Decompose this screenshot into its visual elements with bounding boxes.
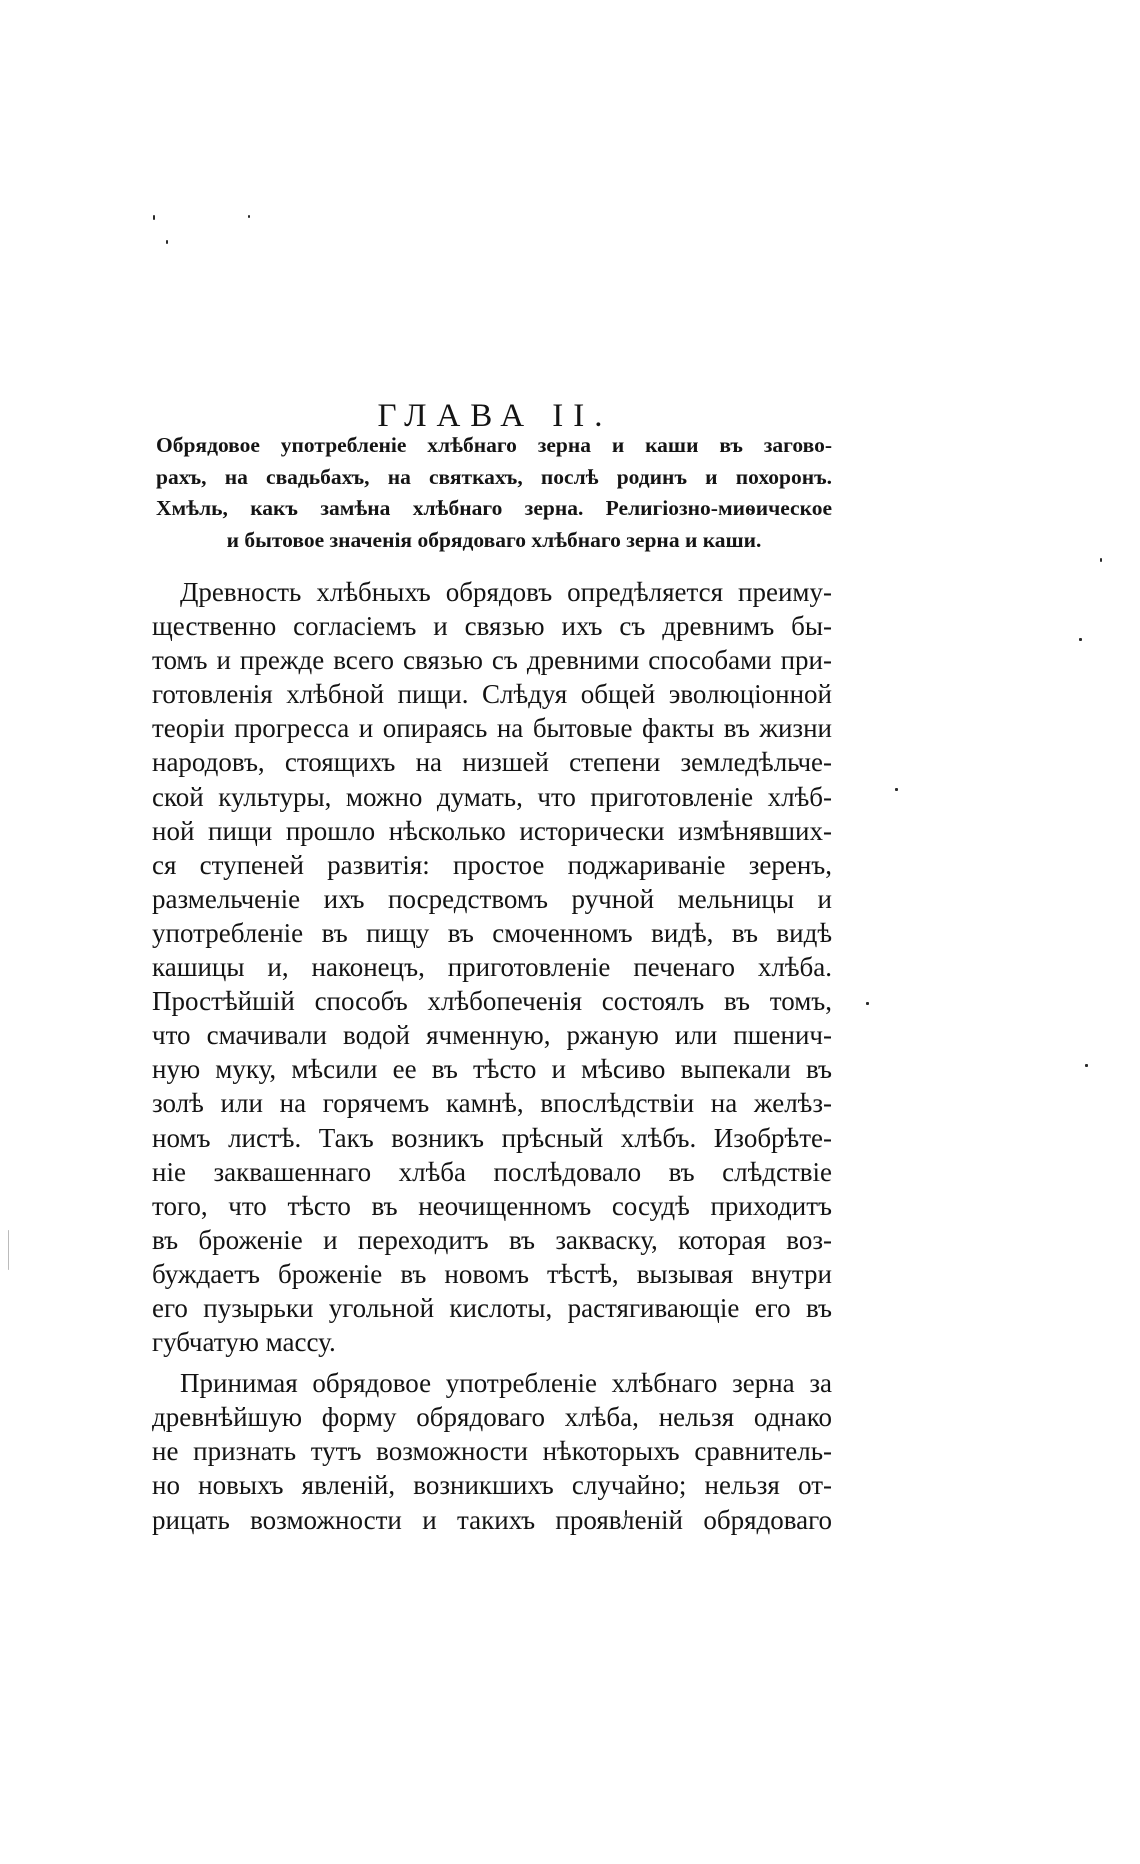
text-line: не признать тутъ возможности нѣкоторыхъ сравнитель-: [152, 1436, 832, 1467]
text-line: размельченіе ихъ посредствомъ ручной мельницы и: [152, 883, 832, 914]
text-line: ніе заквашеннаго хлѣба послѣдовало въ слѣдствіе: [152, 1156, 832, 1187]
summary-line: рахъ, на свадьбахъ, на святкахъ, послѣ родинъ и похоронъ.: [156, 464, 832, 489]
text-line: Простѣйшій способъ хлѣбопеченія состоялъ въ томъ,: [152, 986, 832, 1017]
scan-speck: [1085, 1064, 1088, 1067]
body-text: [152, 575, 832, 1537]
text-line: рицать возможности и такихъ проявленій обрядоваго: [152, 1504, 832, 1535]
text-line: того, что тѣсто въ неочищенномъ сосудѣ приходитъ: [152, 1190, 832, 1221]
scan-speck: [248, 215, 250, 218]
text-line: номъ листѣ. Такъ возникъ прѣсный хлѣбъ. Изобрѣте-: [152, 1122, 832, 1153]
text-line: губчатую массу.: [152, 1327, 336, 1358]
text-line: Принимая обрядовое употребленіе хлѣбнаго зерна за: [180, 1368, 832, 1399]
text-line: но новыхъ явленій, возникшихъ случайно; нельзя от-: [152, 1470, 832, 1501]
text-line: щественно согласіемъ и связью ихъ съ древнимъ бы-: [152, 611, 832, 642]
scan-speck: [1079, 638, 1082, 641]
paragraph: [152, 575, 832, 1359]
chapter-summary: [156, 430, 832, 556]
text-line: буждаетъ броженіе въ новомъ тѣстѣ, вызывая внутри: [152, 1258, 832, 1289]
scan-speck: [895, 788, 898, 791]
text-line: кашицы и, наконецъ, приготовленіе печенаго хлѣба.: [152, 952, 832, 983]
text-line: ся ступеней развитія: простое поджариваніе зеренъ,: [152, 849, 832, 880]
text-line: употребленіе въ пищу въ смоченномъ видѣ, въ видѣ: [152, 917, 832, 948]
chapter-title: ГЛАВА II.: [377, 398, 613, 435]
text-line: его пузырьки угольной кислоты, растягивающіе его въ: [152, 1292, 832, 1323]
text-line: что смачивали водой ячменную, ржаную или пшенич-: [152, 1020, 832, 1051]
text-line: Древность хлѣбныхъ обрядовъ опредѣляется преиму-: [180, 577, 832, 607]
text-line: ской культуры, можно думать, что приготовленіе хлѣб-: [152, 781, 832, 812]
paragraph: [152, 1366, 832, 1536]
scan-speck: [1100, 558, 1102, 562]
text-line: томъ и прежде всего связью съ древними способами при-: [152, 645, 832, 676]
text-line: ной пищи прошло нѣсколько исторически измѣнявших-: [152, 815, 832, 846]
scan-speck: [153, 215, 155, 220]
text-line: готовленія хлѣбной пищи. Слѣдуя общей эволюціонной: [152, 679, 832, 710]
summary-line: и бытовое значенія обрядоваго хлѣбнаго зерна и каши.: [226, 527, 762, 552]
scan-speck: [166, 240, 168, 244]
scan-speck: [866, 1002, 869, 1005]
text-line: золѣ или на горячемъ камнѣ, впослѣдствіи на желѣз-: [152, 1088, 832, 1119]
scan-speck: [8, 1230, 9, 1270]
text-line: теоріи прогресса и опираясь на бытовые факты въ жизни: [152, 713, 832, 744]
text-line: народовъ, стоящихъ на низшей степени земледѣльче-: [152, 747, 832, 778]
summary-line: Обрядовое употребленіе хлѣбнаго зерна и каши въ загово-: [156, 433, 832, 457]
summary-line: Хмѣль, какъ замѣна хлѣбнаго зерна. Религіозно-миѳическое: [156, 496, 832, 520]
text-line: древнѣйшую форму обрядоваго хлѣба, нельзя однако: [152, 1402, 832, 1433]
text-line: ную муку, мѣсили ее въ тѣсто и мѣсиво выпекали въ: [152, 1054, 832, 1085]
text-line: въ броженіе и переходитъ въ закваску, которая воз-: [152, 1224, 832, 1255]
